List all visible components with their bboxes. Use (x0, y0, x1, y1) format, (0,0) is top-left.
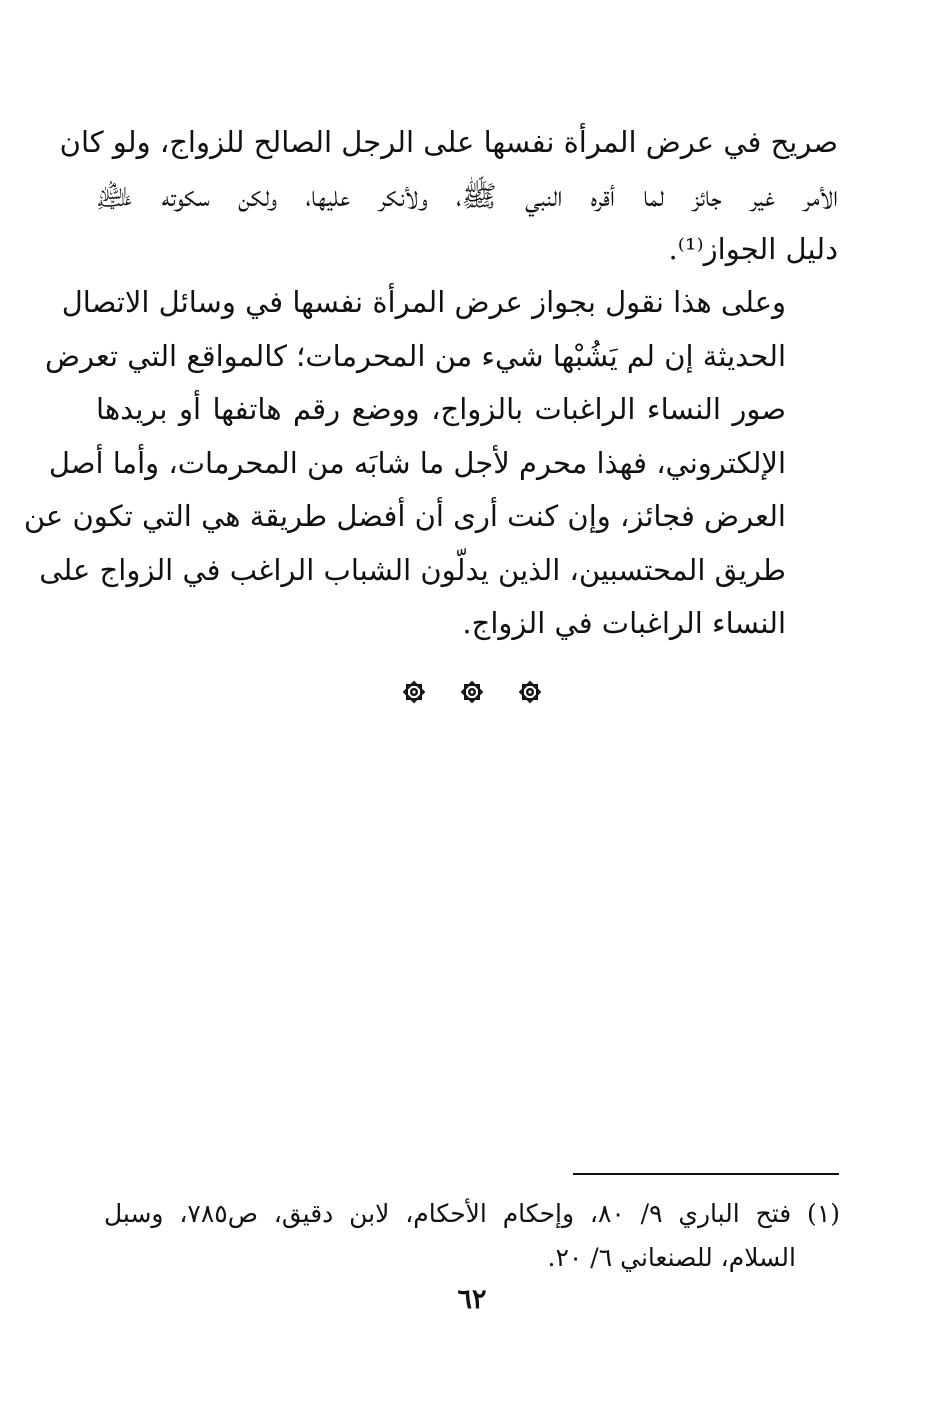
text-line: الأمر غير جائز لما أقره النبي ﷺ، ولأنكر عليها، ولكن سكوته ﵇ (96, 178, 838, 213)
text-line: الإلكتروني، فهذا محرم لأجل ما شابَه من المحرمات، وأما أصل (48, 445, 786, 480)
text-line: دليل الجواز⁽¹⁾. (668, 232, 838, 266)
star-ornament-icon (458, 678, 486, 706)
text-line: طريق المحتسبين، الذين يدلّون الشباب الراغب في الزواج على (39, 552, 786, 587)
page-number: ٦٢ (457, 1284, 487, 1315)
text-line: صور النساء الراغبات بالزواج، ووضع رقم هاتفها أو بريدها (96, 392, 786, 426)
footnote-separator (573, 1173, 839, 1175)
footnote-1 (104, 1192, 840, 1280)
paragraph-2 (23, 276, 838, 651)
text-line: العرض فجائز، وإن كنت أرى أن أفضل طريقة هي التي تكون عن (23, 499, 786, 533)
paragraph-1 (59, 116, 838, 277)
text-line: صريح في عرض المرأة نفسها على الرجل الصالح للزواج، ولو كان (59, 125, 838, 159)
star-ornament-icon (516, 678, 544, 706)
star-ornament-icon (400, 678, 428, 706)
section-divider (0, 678, 944, 706)
footnote-line: السلام، للصنعاني ٦/ ٢٠. (547, 1243, 796, 1272)
text-line: وعلى هذا نقول بجواز عرض المرأة نفسها في وسائل الاتصال (61, 285, 786, 319)
footnote-line: (١) فتح الباري ٩/ ٨٠، وإحكام الأحكام، لابن دقيق، ص٧٨٥، وسبل (104, 1199, 841, 1228)
text-line: الحديثة إن لم يَشُبْها شيء من المحرمات؛ كالمواقع التي تعرض (44, 338, 786, 373)
text-line: النساء الراغبات في الزواج. (462, 606, 786, 640)
